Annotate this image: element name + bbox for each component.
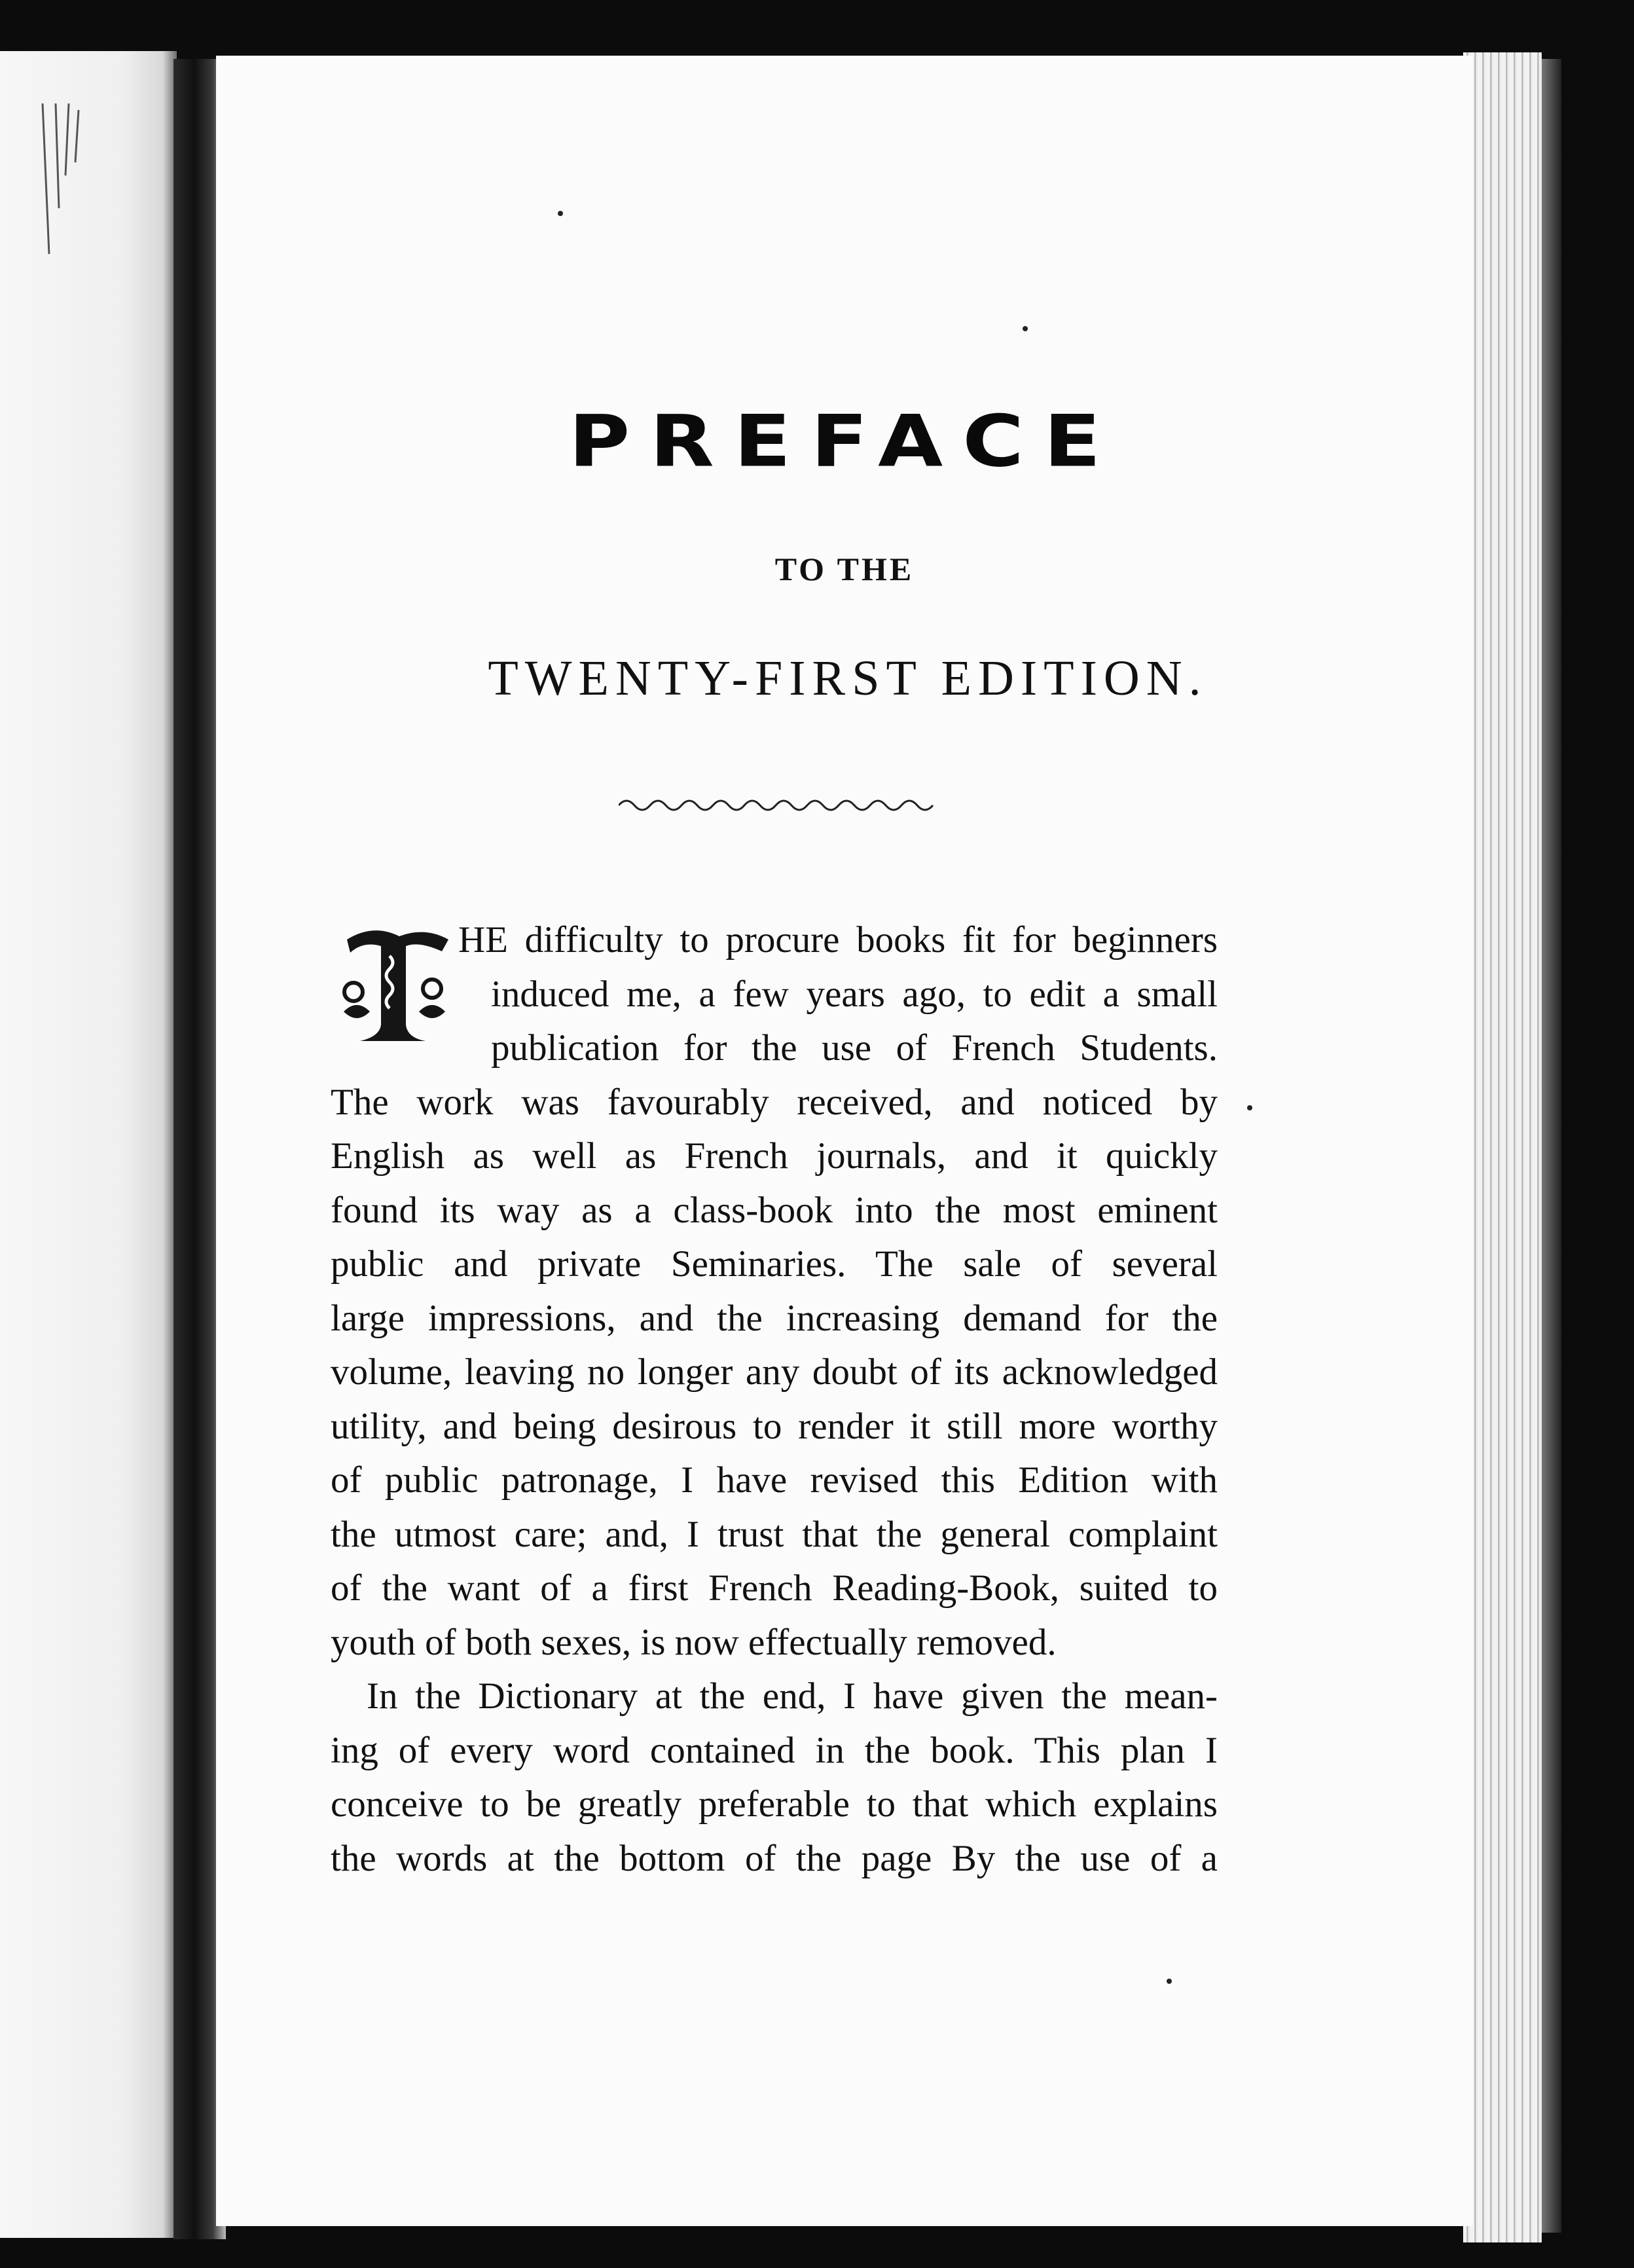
text-line: The work was favourably received, and noticed by (331, 1081, 1218, 1123)
subtitle-to-the: TO THE (774, 551, 915, 587)
text-line: English as well as French journals, and it quickly (331, 1135, 1218, 1177)
ink-speck (558, 211, 563, 216)
text-line: HE difficulty to procure books fit for beginners (458, 919, 1218, 960)
text-line: induced me, a few years ago, to edit a small (491, 973, 1218, 1015)
text-line: found its way as a class-book into the most eminent (331, 1189, 1218, 1231)
text-line: utility, and being desirous to render it still more worthy (331, 1405, 1218, 1447)
text-line: the words at the bottom of the page By the use of a (331, 1837, 1218, 1879)
wavy-divider (619, 792, 939, 818)
text-line: youth of both sexes, is now effectually removed. (331, 1621, 1057, 1663)
subtitle-edition: TWENTY-FIRST EDITION. (488, 651, 1208, 706)
previous-page-edge (0, 51, 177, 2238)
text-line: the utmost care; and, I trust that the general complaint (331, 1513, 1218, 1555)
page-edge-shadow (1542, 59, 1561, 2233)
ink-speck (1167, 1979, 1172, 1984)
stacked-page-edges (1463, 52, 1542, 2242)
text-line: of the want of a first French Reading-Book, suited to (331, 1567, 1218, 1609)
page-title: PREFACE (568, 400, 1121, 483)
text-line: In the Dictionary at the end, I have given the mean- (367, 1675, 1218, 1717)
page-curl-marks (39, 103, 98, 261)
text-line: conceive to be greatly preferable to that which explains (331, 1783, 1218, 1825)
ink-speck (1247, 1105, 1252, 1110)
text-line: public and private Seminaries. The sale of several (331, 1243, 1218, 1285)
text-line: volume, leaving no longer any doubt of its acknowledged (331, 1351, 1218, 1393)
text-line: publication for the use of French Students. (491, 1027, 1218, 1069)
text-line: large impressions, and the increasing demand for the (331, 1297, 1218, 1339)
preface-body (331, 913, 1218, 1886)
ink-speck (1023, 326, 1028, 331)
text-line: of public patronage, I have revised this Edition with (331, 1459, 1218, 1501)
text-line: ing of every word contained in the book. This plan I (331, 1729, 1218, 1771)
